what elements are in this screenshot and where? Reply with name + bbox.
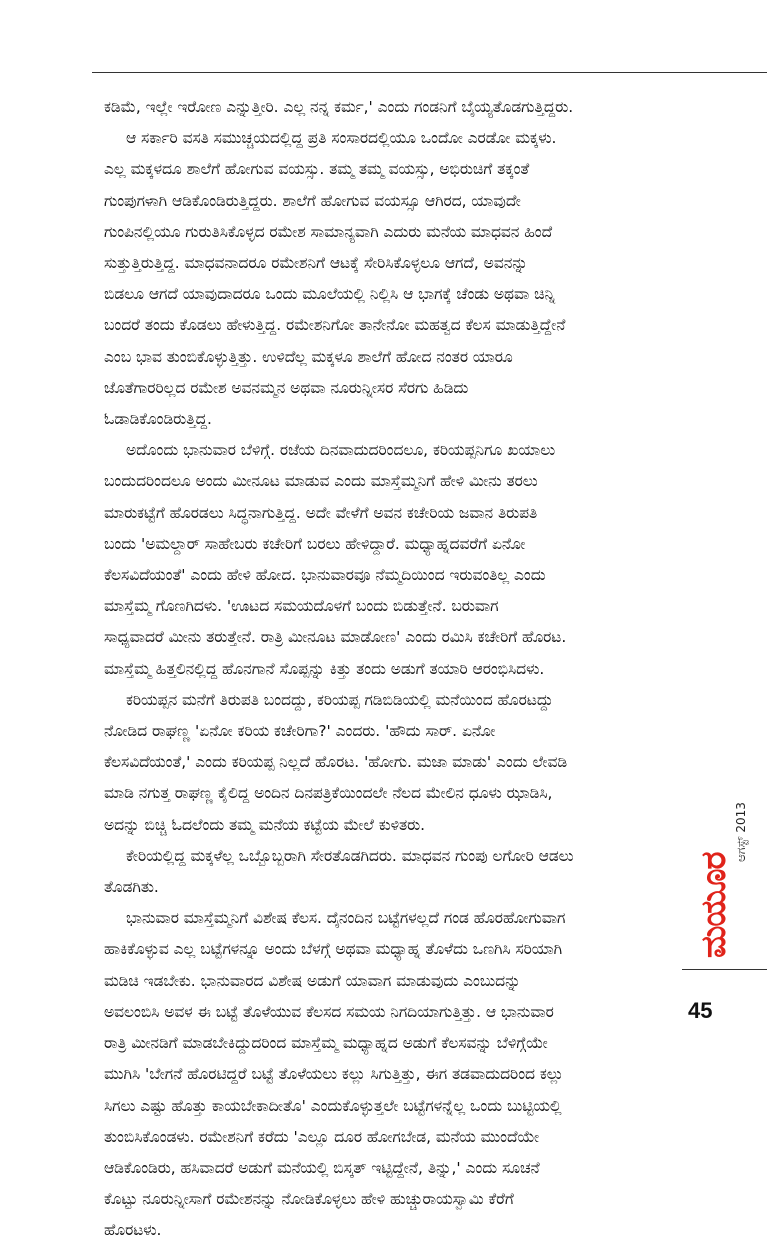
page-number: 45 [688, 998, 713, 1023]
text-line: ಕೇರಿಯಲ್ಲಿದ್ದ ಮಕ್ಕಳೆಲ್ಲ ಒಬ್ಬೊಬ್ಬರಾಗಿ ಸೇರತೊಡಗಿದರು. ಮಾಧವನ ಗುಂಪು ಲಗೋರಿ ಆಡಲು [126, 846, 574, 865]
text-line: ಆಡಿಕೊಂಡಿರು, ಹಸಿವಾದರೆ ಅಡುಗೆ ಮನೆಯಲ್ಲಿ ಬಿಸ್ಕತ್ ಇಟ್ಟಿದ್ದೇನೆ, ತಿನ್ನು,' ಎಂದು ಸೂಚನೆ [104, 1158, 540, 1177]
text-line: ಕೆಲಸವಿದೆಯಂತೆ' ಎಂದು ಹೇಳಿ ಹೋದ. ಭಾನುವಾರವೂ ನೆಮ್ಮದಿಯಿಂದ ಇರುವಂತಿಲ್ಲ ಎಂದು [104, 566, 546, 585]
text-line: ಕಡಿಮೆ, ಇಲ್ಲೇ ಇರೋಣ ಎನ್ನುತ್ತೀರಿ. ಎಲ್ಲ ನನ್ನ ಕರ್ಮ,' ಎಂದು ಗಂಡನಿಗೆ ಬೈಯ್ಯತೊಡಗುತ್ತಿದ್ದರು. [104, 98, 574, 116]
paragraph [104, 841, 682, 903]
text-line: ಮಡಿಚಿ ಇಡಬೇಕು. ಭಾನುವಾರದ ವಿಶೇಷ ಅಡುಗೆ ಯಾವಾಗ ಮಾಡುವುದು ಎಂಬುದನ್ನು [104, 971, 521, 990]
magazine-logo: ಮಯೂರ [694, 852, 734, 958]
text-line: ರಾತ್ರಿ ಮೀನಡಿಗೆ ಮಾಡಬೇಕಿದ್ದುದರಿಂದ ಮಾಸ್ತೆಮ್ಮ ಮಧ್ಯಾಹ್ನದ ಅಡುಗೆ ಕೆಲಸವನ್ನು ಬೆಳಿಗ್ಗೆಯೇ [104, 1034, 548, 1053]
text-line: ಮುಗಿಸಿ 'ಬೇಗನೆ ಹೊರಟಿದ್ದರೆ ಬಟ್ಟೆ ತೊಳೆಯಲು ಕಲ್ಲು ಸಿಗುತ್ತಿತ್ತು, ಈಗ ತಡವಾದುದರಿಂದ ಕಲ್ಲು [104, 1065, 564, 1084]
footer-rule [682, 969, 767, 970]
text-line: ತುಂಬಿಸಿಕೊಂಡಳು. ರಮೇಶನಿಗೆ ಕರೆದು 'ಎಲ್ಲೂ ದೂರ ಹೋಗಬೇಡ, ಮನೆಯ ಮುಂದೆಯೇ [104, 1127, 540, 1146]
text-line: ಅವಲಂಬಿಸಿ ಅವಳ ಈ ಬಟ್ಟೆ ತೊಳೆಯುವ ಕೆಲಸದ ಸಮಯ ನಿಗದಿಯಾಗುತ್ತಿತ್ತು. ಆ ಭಾನುವಾರ [104, 1002, 554, 1021]
text-line: ಮಾಡಿ ನಗುತ್ತ ರಾಘಣ್ಣ ಕೈಲಿದ್ದ ಅಂದಿನ ದಿನಪತ್ರಿಕೆಯಿಂದಲೇ ನೆಲದ ಮೇಲಿನ ಧೂಳು ಝಾಡಿಸಿ, [104, 784, 553, 803]
text-line: ಕೊಟ್ಟು ನೂರುನ್ನೀಸಾಗೆ ರಮೇಶನನ್ನು ನೋಡಿಕೊಳ್ಳಲು ಹೇಳಿ ಹುಚ್ಚುರಾಯಸ್ವಾಮಿ ಕೆರೆಗೆ [104, 1190, 514, 1209]
text-line: ಅದೊಂದು ಭಾನುವಾರ ಬೆಳಿಗ್ಗೆ. ರಜೆಯ ದಿನವಾದುದರಿಂದಲೂ, ಕರಿಯಪ್ಪನಿಗೂ ಖಯಾಲು [126, 441, 556, 460]
text-line: ಆ ಸರ್ಕಾರಿ ವಸತಿ ಸಮುಚ್ಚಯದಲ್ಲಿದ್ದ ಪ್ರತಿ ಸಂಸಾರದಲ್ಲಿಯೂ ಒಂದೋ ಎರಡೋ ಮಕ್ಕಳು. [126, 129, 557, 148]
text-line: ಗುಂಪುಗಳಾಗಿ ಆಡಿಕೊಂಡಿರುತ್ತಿದ್ದರು. ಶಾಲೆಗೆ ಹೋಗುವ ವಯಸ್ಸೂ ಆಗಿರದ, ಯಾವುದೇ [104, 191, 521, 210]
text-line: ಭಾನುವಾರ ಮಾಸ್ತೆಮ್ಮನಿಗೆ ವಿಶೇಷ ಕೆಲಸ. ದೈನಂದಿನ ಬಟ್ಟೆಗಳಲ್ಲದೆ ಗಂಡ ಹೊರಹೋಗುವಾಗ [126, 909, 566, 928]
text-line: ನೋಡಿದ ರಾಘಣ್ಣ 'ಏನೋ ಕರಿಯ ಕಚೇರಿಗಾ?' ಎಂದರು. 'ಹೌದು ಸಾರ್. ಏನೋ [104, 722, 496, 741]
text-line: ಬಂದುದರಿಂದಲೂ ಅಂದು ಮೀನೂಟ ಮಾಡುವ ಎಂದು ಮಾಸ್ತೆಮ್ಮನಿಗೆ ಹೇಳಿ ಮೀನು ತರಲು [104, 472, 538, 491]
text-line: ಬಿಡಲೂ ಆಗದೆ ಯಾವುದಾದರೂ ಒಂದು ಮೂಲೆಯಲ್ಲಿ ನಿಲ್ಲಿಸಿ ಆ ಭಾಗಕ್ಕೆ ಚೆಂಡು ಅಥವಾ ಚಿನ್ನಿ [104, 285, 556, 304]
text-line: ಸಾಧ್ಯವಾದರೆ ಮೀನು ತರುತ್ತೇನೆ. ರಾತ್ರಿ ಮೀನೂಟ ಮಾಡೋಣ' ಎಂದು ರಮಿಸಿ ಕಚೇರಿಗೆ ಹೊರಟ. [104, 628, 567, 647]
text-line: ಕರಿಯಪ್ಪನ ಮನೆಗೆ ತಿರುಪತಿ ಬಂದದ್ದು, ಕರಿಯಪ್ಪ ಗಡಿಬಿಡಿಯಲ್ಲಿ ಮನೆಯಿಂದ ಹೊರಟದ್ದು [126, 690, 554, 709]
text-line: ಓಡಾಡಿಕೊಂಡಿರುತ್ತಿದ್ದ. [104, 410, 212, 429]
paragraph [104, 92, 682, 123]
text-line: ಸುತ್ತುತ್ತಿರುತ್ತಿದ್ದ. ಮಾಧವನಾದರೂ ರಮೇಶನಿಗೆ ಆಟಕ್ಕೆ ಸೇರಿಸಿಕೊಳ್ಳಲೂ ಆಗದೆ, ಅವನನ್ನು [104, 254, 528, 273]
text-line: ತೊಡಗಿತು. [104, 878, 159, 897]
magazine-masthead [690, 800, 756, 960]
paragraph [104, 435, 682, 685]
paragraph [104, 903, 682, 1246]
text-line: ಬಂದು 'ಅಮಲ್ದಾರ್ ಸಾಹೇಬರು ಕಚೇರಿಗೆ ಬರಲು ಹೇಳಿದ್ದಾರೆ. ಮಧ್ಯಾಹ್ನದವರೆಗೆ ಏನೋ [104, 534, 526, 553]
paragraph [104, 123, 682, 435]
header-rule [92, 72, 767, 73]
text-line: ಅದನ್ನು ಬಿಚ್ಚಿ ಓದಲೆಂದು ತಮ್ಮ ಮನೆಯ ಕಟ್ಟೆಯ ಮೇಲೆ ಕುಳಿತರು. [104, 815, 426, 834]
article-body [104, 92, 682, 1247]
text-line: ಹಾಕಿಕೊಳ್ಳುವ ಎಲ್ಲ ಬಟ್ಟೆಗಳನ್ನೂ ಅಂದು ಬೆಳಗ್ಗೆ ಅಥವಾ ಮಧ್ಯಾಹ್ನ ತೊಳೆದು ಒಣಗಿಸಿ ಸರಿಯಾಗಿ [104, 940, 563, 959]
text-line: ಗುಂಪಿನಲ್ಲಿಯೂ ಗುರುತಿಸಿಕೊಳ್ಳದ ರಮೇಶ ಸಾಮಾನ್ಯವಾಗಿ ಎದುರು ಮನೆಯ ಮಾಧವನ ಹಿಂದೆ [104, 222, 553, 241]
text-line: ಎಲ್ಲ ಮಕ್ಕಳದೂ ಶಾಲೆಗೆ ಹೋಗುವ ವಯಸ್ಸು. ತಮ್ಮ ತಮ್ಮ ವಯಸ್ಸು, ಅಭಿರುಚಿಗೆ ತಕ್ಕಂತೆ [104, 160, 530, 179]
text-line: ಎಂಬ ಭಾವ ತುಂಬಿಕೊಳ್ಳುತ್ತಿತ್ತು. ಉಳಿದೆಲ್ಲ ಮಕ್ಕಳೂ ಶಾಲೆಗೆ ಹೋದ ನಂತರ ಯಾರೂ [104, 347, 513, 366]
text-line: ಕೆಲಸವಿದೆಯಂತೆ,' ಎಂದು ಕರಿಯಪ್ಪ ನಿಲ್ಲದೆ ಹೊರಟ. 'ಹೋಗು. ಮಜಾ ಮಾಡು' ಎಂದು ಲೇವಡಿ [104, 753, 568, 772]
text-line: ಸಿಗಲು ಎಷ್ಟು ಹೊತ್ತು ಕಾಯಬೇಕಾದೀತೊ' ಎಂದುಕೊಳ್ಳುತ್ತಲೇ ಬಟ್ಟೆಗಳನ್ನೆಲ್ಲ ಒಂದು ಬುಟ್ಟಿಯಲ್ಲಿ [104, 1096, 562, 1115]
text-line: ಮಾರುಕಟ್ಟೆಗೆ ಹೊರಡಲು ಸಿದ್ಧನಾಗುತ್ತಿದ್ದ. ಅದೇ ವೇಳೆಗೆ ಅವನ ಕಚೇರಿಯ ಜವಾನ ತಿರುಪತಿ [104, 503, 538, 522]
text-line: ಹೊರಟಳು. [104, 1221, 162, 1240]
text-line: ಬಂದರೆ ತಂದು ಕೊಡಲು ಹೇಳುತ್ತಿದ್ದ. ರಮೇಶನಿಗೋ ತಾನೇನೋ ಮಹತ್ವದ ಕೆಲಸ ಮಾಡುತ್ತಿದ್ದೇನೆ [104, 316, 566, 335]
text-line: ಜೊತೆಗಾರರಿಲ್ಲದ ರಮೇಶ ಅವನಮ್ಮನ ಅಥವಾ ನೂರುನ್ನೀಸರ ಸೆರಗು ಹಿಡಿದು [104, 378, 469, 397]
issue-date: ಆಗಸ್ಟ್ 2013 [734, 802, 748, 862]
text-line: ಮಾಸ್ತೆಮ್ಮ ಗೊಣಗಿದಳು. 'ಊಟದ ಸಮಯದೊಳಗೆ ಬಂದು ಬಿಡುತ್ತೇನೆ. ಬರುವಾಗ [104, 597, 499, 616]
text-line: ಮಾಸ್ತೆಮ್ಮ ಹಿತ್ತಲಿನಲ್ಲಿದ್ದ ಹೊನಗಾನೆ ಸೊಪ್ಪನ್ನು ಕಿತ್ತು ತಂದು ಅಡುಗೆ ತಯಾರಿ ಆರಂಭಿಸಿದಳು. [104, 659, 545, 678]
paragraph [104, 685, 682, 841]
